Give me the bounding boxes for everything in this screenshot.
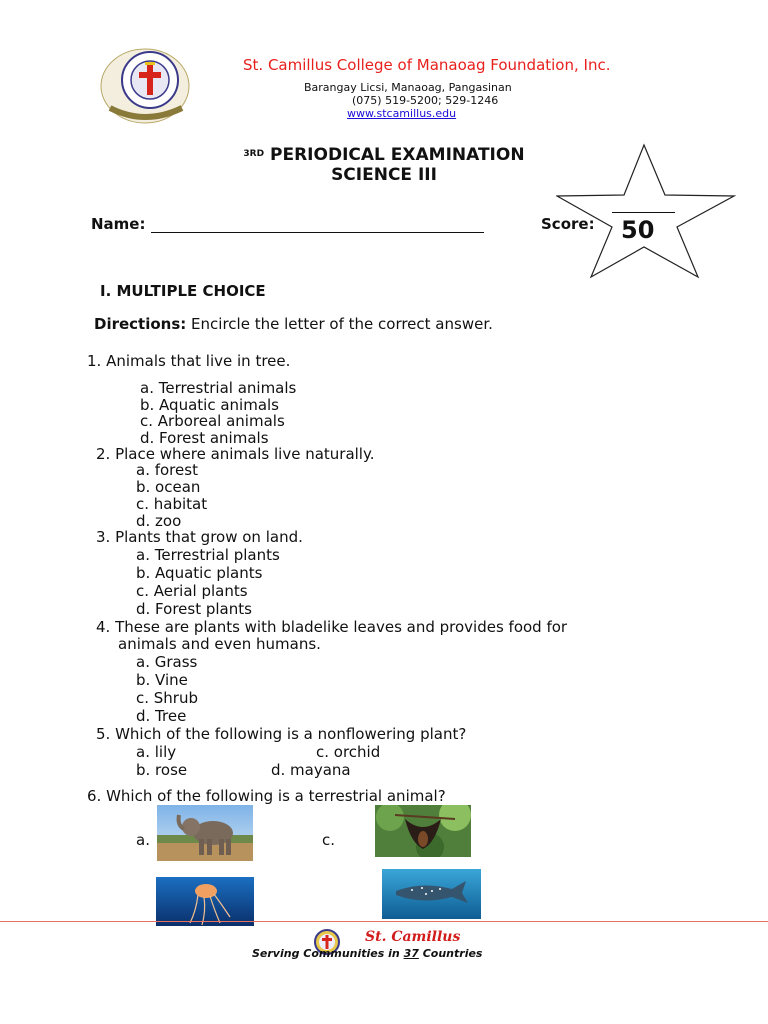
elephant-image[interactable] <box>157 805 253 861</box>
choice-4d[interactable]: d. Tree <box>136 707 187 725</box>
question-2: 2. Place where animals live naturally. <box>96 445 375 463</box>
name-label: Name: <box>91 215 146 233</box>
phone-line: (075) 519-5200; 529-1246 <box>352 94 499 107</box>
name-blank[interactable] <box>151 216 484 233</box>
website-link[interactable]: www.stcamillus.edu <box>347 107 457 120</box>
score-line <box>612 212 675 213</box>
bat-image[interactable] <box>375 805 471 857</box>
question-5: 5. Which of the following is a nonflowering plant? <box>96 725 467 743</box>
choice-2a[interactable]: a. forest <box>136 461 198 479</box>
address-line: Barangay Licsi, Manaoag, Pangasinan <box>304 81 512 94</box>
choice-3d[interactable]: d. Forest plants <box>136 600 252 618</box>
score-label: Score: <box>541 215 595 233</box>
footer-tagline <box>252 947 482 960</box>
choice-3c[interactable]: c. Aerial plants <box>136 582 248 600</box>
choice-3a[interactable]: a. Terrestrial plants <box>136 546 280 564</box>
choice-1d[interactable]: d. Forest animals <box>140 429 269 447</box>
exam-subject: SCIENCE III <box>331 165 437 185</box>
choice-4a[interactable]: a. Grass <box>136 653 198 671</box>
tagline-count: 37 <box>403 947 419 960</box>
choice-6c[interactable]: c. <box>322 831 336 849</box>
choice-5b[interactable]: b. rose <box>136 761 188 779</box>
question-6: 6. Which of the following is a terrestrial animal? <box>87 787 446 805</box>
choice-1a[interactable]: a. Terrestrial animals <box>140 379 297 397</box>
section-heading: I. MULTIPLE CHOICE <box>100 282 266 300</box>
choice-5c[interactable]: c. orchid <box>316 743 381 761</box>
school-logo <box>100 48 190 124</box>
choice-5a[interactable]: a. lily <box>136 743 177 761</box>
choice-2d[interactable]: d. zoo <box>136 512 182 530</box>
choice-4b[interactable]: b. Vine <box>136 671 188 689</box>
tagline-pre: Serving Communities in <box>252 947 404 960</box>
directions <box>94 315 493 333</box>
name-field[interactable] <box>91 215 484 233</box>
choice-6a[interactable]: a. <box>136 831 150 849</box>
question-3: 3. Plants that grow on land. <box>96 528 303 546</box>
footer-divider <box>0 921 768 922</box>
directions-text: Encircle the letter of the correct answer. <box>186 315 493 333</box>
footer-brand: St. Camillus <box>365 929 461 945</box>
school-address <box>304 81 512 120</box>
directions-label: Directions: <box>94 315 187 333</box>
score-star-icon <box>556 143 736 279</box>
jellyfish-image[interactable] <box>156 877 254 926</box>
exam-superscript: 3RD <box>243 149 265 159</box>
question-4: 4. These are plants with bladelike leaves and provides food for <box>96 618 568 636</box>
choice-3b[interactable]: b. Aquatic plants <box>136 564 263 582</box>
choice-1b[interactable]: b. Aquatic animals <box>140 396 279 414</box>
school-name: St. Camillus College of Manaoag Foundation, Inc. <box>243 56 611 74</box>
tagline-post: Countries <box>418 947 483 960</box>
question-1: 1. Animals that live in tree. <box>87 352 291 370</box>
question-4-cont: animals and even humans. <box>118 635 321 653</box>
whale-shark-image[interactable] <box>382 869 481 919</box>
choice-4c[interactable]: c. Shrub <box>136 689 199 707</box>
choice-2b[interactable]: b. ocean <box>136 478 201 496</box>
score-total: 50 <box>621 216 655 244</box>
choice-2c[interactable]: c. habitat <box>136 495 208 513</box>
choice-5d[interactable]: d. mayana <box>271 761 351 779</box>
choice-1c[interactable]: c. Arboreal animals <box>140 412 285 430</box>
exam-title-text: PERIODICAL EXAMINATION <box>270 145 525 165</box>
